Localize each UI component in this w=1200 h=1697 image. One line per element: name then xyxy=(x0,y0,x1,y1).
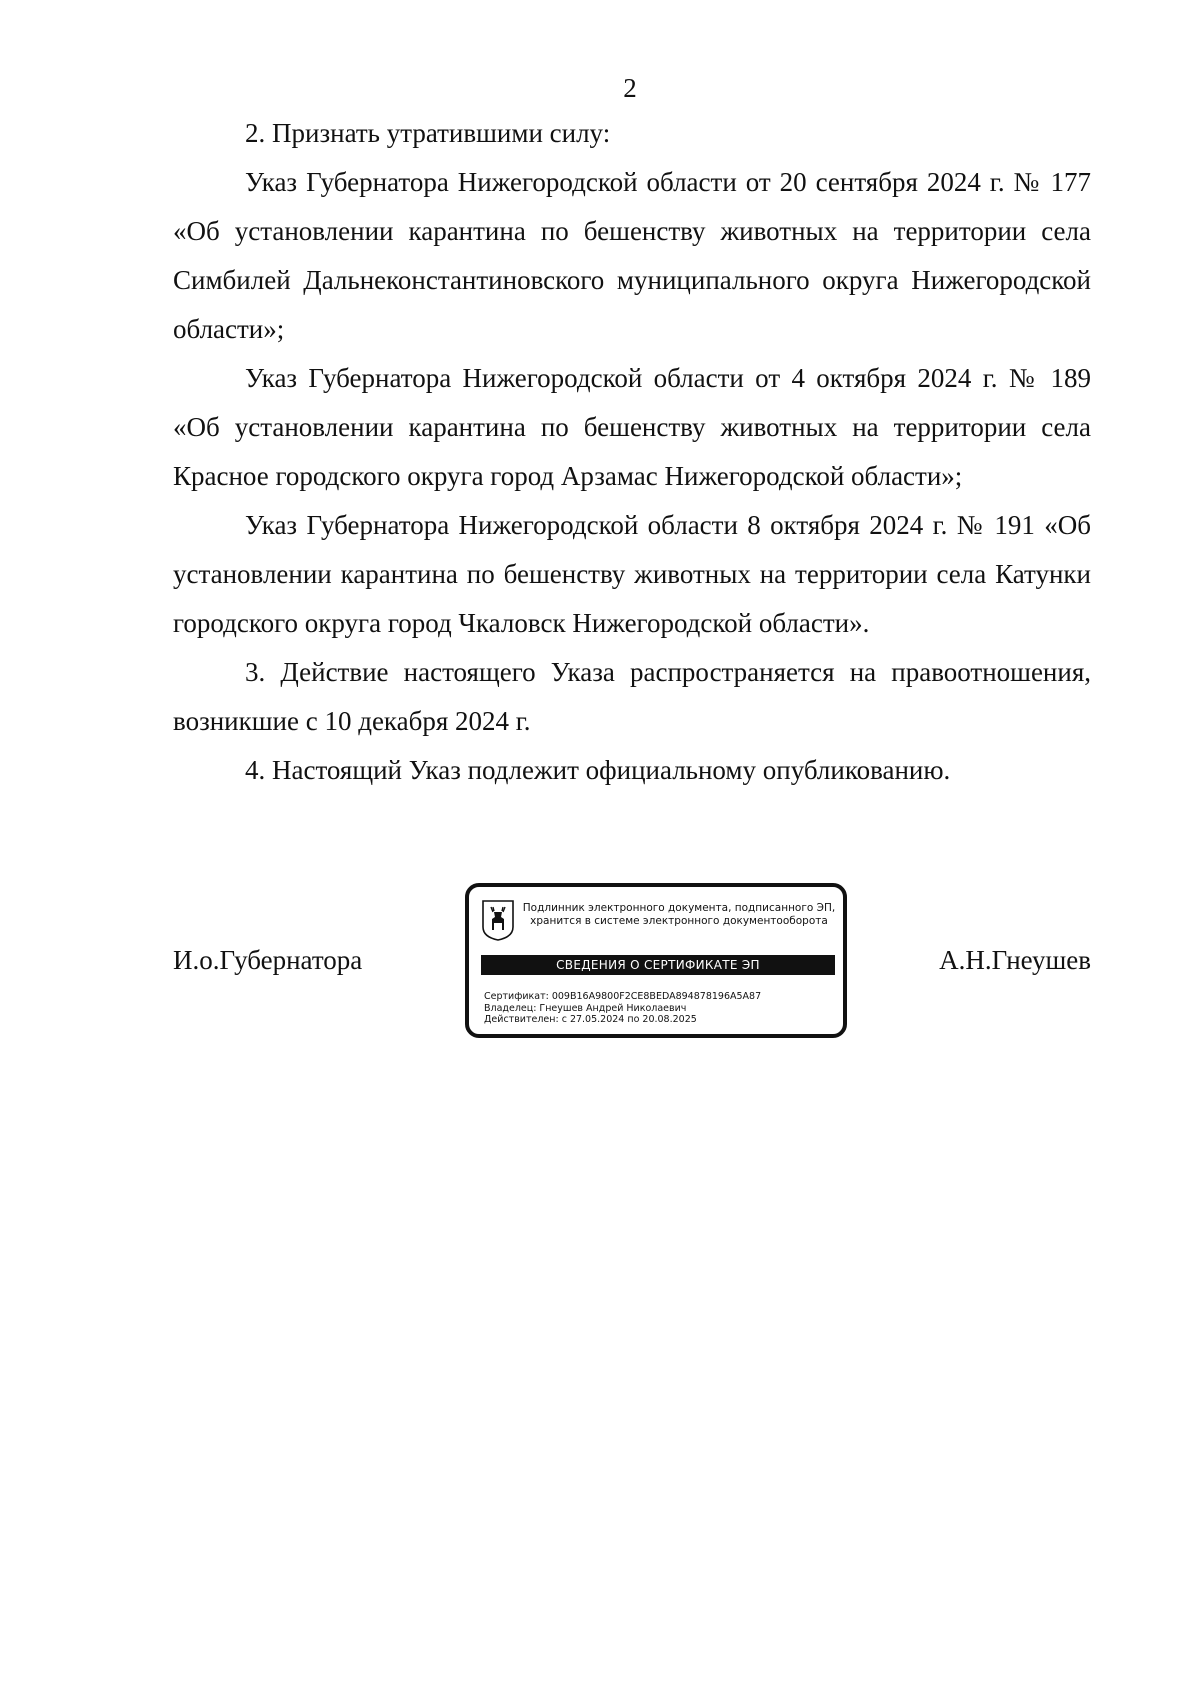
stamp-owner: Владелец: Гнеушев Андрей Николаевич xyxy=(484,1002,687,1014)
paragraph-item-2: 2. Признать утратившими силу: xyxy=(245,118,611,148)
paragraph-decree-191: Указ Губернатора Нижегородской области 8 октября 2024 г. № 191 «Об установлении карантина по бешенству животных на территории села Катунки городского округа город Чкаловск Нижегородской области». xyxy=(173,510,1091,638)
stamp-details xyxy=(484,991,761,1026)
paragraph-decree-177: Указ Губернатора Нижегородской области от 20 сентября 2024 г. № 177 «Об установлении карантина по бешенству животных на территории села Симбилей Дальнеконстантиновского муниципального округа Нижегородской области»; xyxy=(173,167,1091,344)
stamp-certificate-bar: СВЕДЕНИЯ О СЕРТИФИКАТЕ ЭП xyxy=(481,955,835,975)
stamp-header-line2: хранится в системе электронного документооборота xyxy=(530,915,828,927)
document-body xyxy=(173,109,1091,795)
electronic-signature-stamp xyxy=(465,883,847,1038)
stamp-certificate-number: Сертификат: 009B16A9800F2CE8BEDA894878196A5A87 xyxy=(484,991,762,1002)
stamp-header xyxy=(519,902,839,928)
signer-name: А.Н.Гнеушев xyxy=(939,945,1091,975)
signer-title: И.о.Губернатора xyxy=(173,945,363,975)
paragraph-decree-189: Указ Губернатора Нижегородской области от 4 октября 2024 г. № 189 «Об установлении карантина по бешенству животных на территории села Красное городского округа город Арзамас Нижегородской области»; xyxy=(173,363,1091,491)
stamp-validity: Действителен: с 27.05.2024 по 20.08.2025 xyxy=(484,1014,697,1025)
stamp-header-line1: Подлинник электронного документа, подписанного ЭП, xyxy=(522,902,836,914)
deer-emblem-icon xyxy=(481,899,515,941)
paragraph-item-3: 3. Действие настоящего Указа распространяется на правоотношения, возникшие с 10 декабря 2024 г. xyxy=(173,657,1091,736)
paragraph-item-4: 4. Настоящий Указ подлежит официальному опубликованию. xyxy=(245,755,951,785)
signature-block xyxy=(173,883,1091,1043)
page-number: 2 xyxy=(623,73,637,103)
